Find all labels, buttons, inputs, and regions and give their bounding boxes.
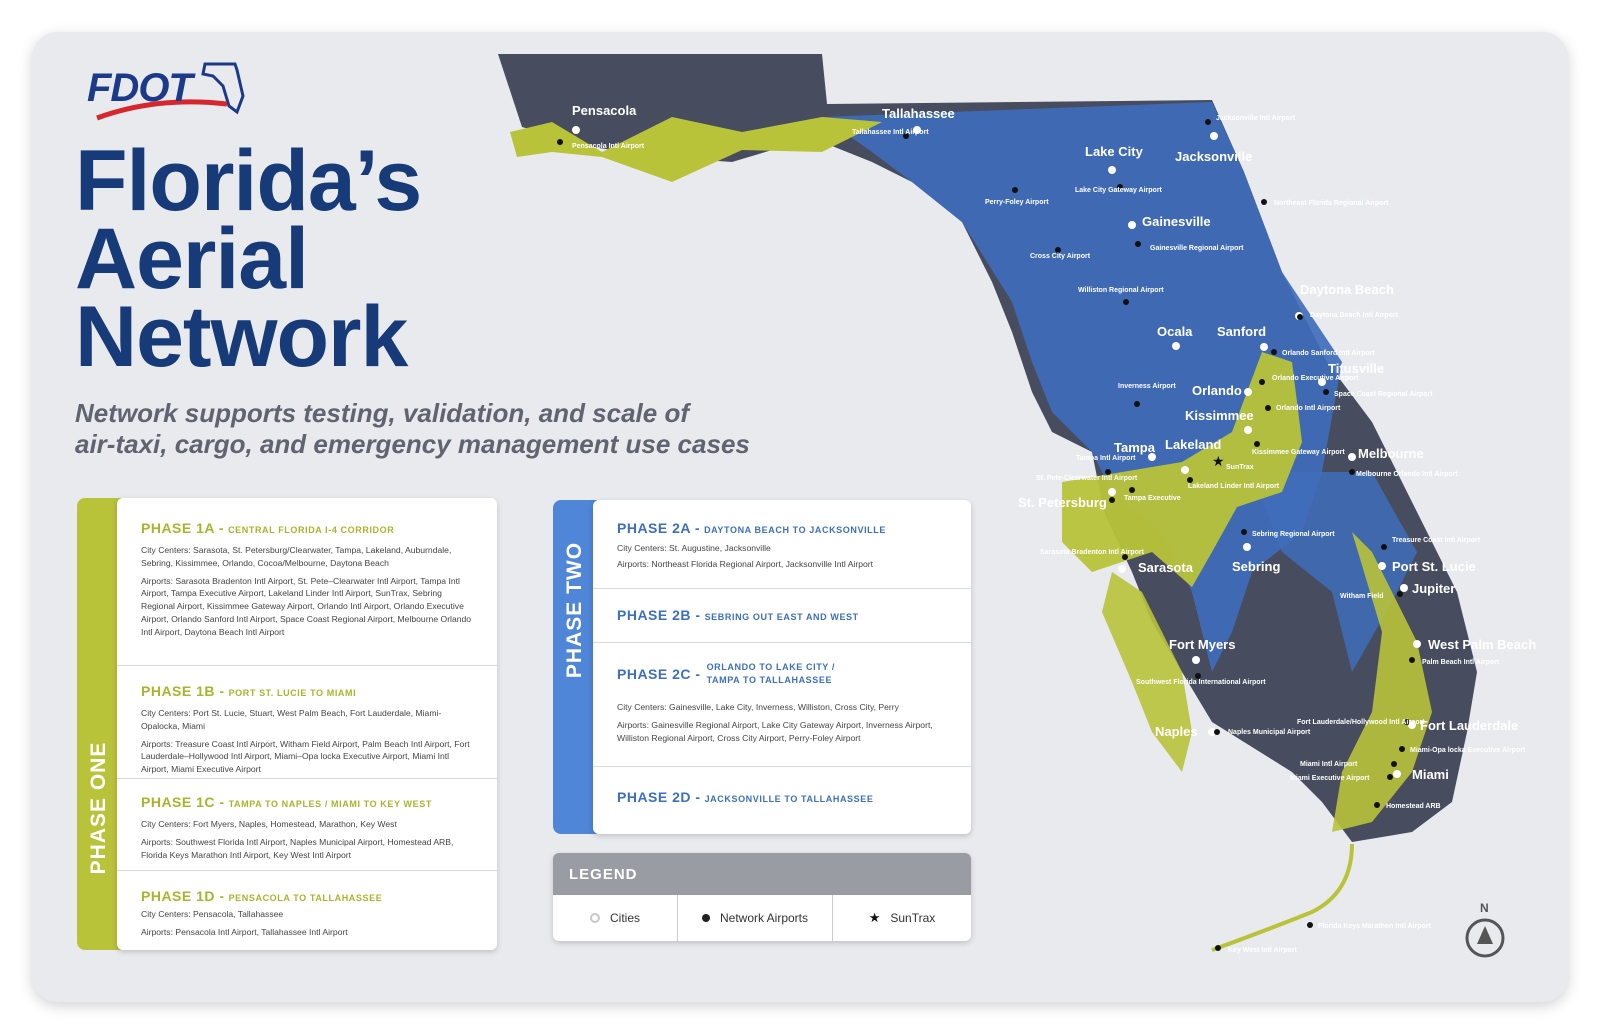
city-label-sanford: Sanford bbox=[1217, 324, 1267, 339]
city-dot-fort-myers bbox=[1192, 656, 1200, 664]
city-dot-miami bbox=[1393, 770, 1401, 778]
phase-1c-cities: City Centers: Fort Myers, Naples, Homestead, Marathon, Key West bbox=[141, 819, 397, 829]
city-dot-jacksonville bbox=[1210, 132, 1218, 140]
airport-label-st-pete: St. Pete-Clearwater Intl Airport bbox=[1036, 475, 1138, 482]
city-label-gainesville: Gainesville bbox=[1142, 214, 1211, 229]
airport-label-palm-beach: Palm Beach Intl Airport bbox=[1422, 659, 1500, 666]
airport-label-orlando-intl: Orlando Intl Airport bbox=[1276, 405, 1341, 412]
airport-dot-witham bbox=[1397, 591, 1403, 597]
phase-1b-cities: City Centers: Port St. Lucie, Stuart, West Palm Beach, Fort Lauderdale, Miami-Opalocka, Miami bbox=[141, 708, 442, 731]
airport-dot-jacksonville bbox=[1205, 119, 1211, 125]
phase-1d-code: PHASE 1D - bbox=[141, 888, 225, 904]
airport-dot-marathon bbox=[1307, 922, 1313, 928]
airport-dot-treasure-coast bbox=[1381, 544, 1387, 550]
phase-two-label: PHASE TWO bbox=[563, 541, 586, 679]
phase-2b-name: SEBRING OUT EAST AND WEST bbox=[704, 612, 859, 622]
city-label-ocala: Ocala bbox=[1157, 324, 1193, 339]
airport-label-naples: Naples Municipal Airport bbox=[1228, 729, 1311, 736]
airport-label-daytona: Daytona Beach Intl Airport bbox=[1310, 312, 1399, 319]
airport-label-pensacola: Pensacola Intl Airport bbox=[572, 143, 645, 150]
phase-1a-heading bbox=[141, 520, 477, 536]
phase-1c-heading bbox=[141, 794, 477, 810]
airport-dot-perry-foley bbox=[1012, 187, 1018, 193]
airport-label-marathon: Florida Keys Marathon Intl Airport bbox=[1318, 923, 1431, 930]
airport-label-northeast-florida: Northeast Florida Regional Airport bbox=[1274, 200, 1389, 207]
phase-1b-airports: Airports: Treasure Coast Intl Airport, Witham Field Airport, Palm Beach Intl Airport, Fort Lauderdale–Hollywood Intl Airport, Miami–Opa locka Executive Airport, Miami Intl Airport, Miami Executive Airport bbox=[141, 738, 470, 775]
city-label-port-st-lucie: Port St. Lucie bbox=[1392, 559, 1476, 574]
airport-label-williston: Williston Regional Airport bbox=[1078, 287, 1164, 294]
airport-dot-kissimmee bbox=[1254, 441, 1260, 447]
airport-dot-tampa-executive bbox=[1129, 487, 1135, 493]
phase-1c-code: PHASE 1C - bbox=[141, 794, 225, 810]
title-line-1: Florida’s bbox=[75, 133, 422, 229]
city-dot-ocala bbox=[1172, 342, 1180, 350]
airport-label-gainesville: Gainesville Regional Airport bbox=[1150, 245, 1244, 252]
airport-label-treasure-coast: Treasure Coast Intl Airport bbox=[1392, 537, 1481, 544]
airport-dot-homestead bbox=[1374, 802, 1380, 808]
city-label-fort-myers: Fort Myers bbox=[1169, 637, 1236, 652]
airport-label-key-west: Key West Intl Airport bbox=[1228, 947, 1297, 954]
airport-dot-gainesville bbox=[1135, 241, 1141, 247]
airport-label-cross-city: Cross City Airport bbox=[1030, 253, 1091, 260]
airport-dot-pensacola bbox=[557, 139, 563, 145]
phase-1c-airports: Airports: Southwest Florida Intl Airport, Naples Municipal Airport, Homestead ARB, Florida Keys Marathon Intl Airport, Key West Intl Airport bbox=[141, 836, 454, 860]
airport-dot-orlando-sanford bbox=[1271, 349, 1277, 355]
city-label-lake-city: Lake City bbox=[1085, 144, 1143, 159]
phase-1d-airports: Airports: Pensacola Intl Airport, Tallahassee Intl Airport bbox=[141, 926, 348, 937]
phase-1b-section bbox=[117, 665, 497, 776]
title-line-2: Aerial bbox=[75, 211, 309, 307]
city-label-sarasota: Sarasota bbox=[1138, 560, 1193, 575]
fdot-logo bbox=[87, 56, 247, 128]
suntrax-star-icon: ★ bbox=[1212, 453, 1225, 469]
phase-1a-code: PHASE 1A - bbox=[141, 520, 225, 536]
airport-dot-orlando-intl bbox=[1265, 405, 1271, 411]
city-dot-port-st-lucie bbox=[1378, 562, 1386, 570]
city-label-titusville: Titusville bbox=[1328, 361, 1385, 376]
phase-2c-name-2: TAMPA TO TALLAHASSEE bbox=[706, 675, 833, 685]
airport-label-inverness: Inverness Airport bbox=[1118, 383, 1176, 390]
airport-dot-northeast-florida bbox=[1261, 199, 1267, 205]
city-dot-sanford bbox=[1260, 343, 1268, 351]
city-label-pensacola: Pensacola bbox=[572, 103, 637, 118]
city-dot-jupiter bbox=[1400, 584, 1408, 592]
title-line-3: Network bbox=[75, 289, 408, 385]
airport-label-orlando-executive: Orlando Executive Airport bbox=[1272, 375, 1359, 382]
poster-card bbox=[32, 32, 1568, 1002]
airport-dot-daytona bbox=[1297, 314, 1303, 320]
airport-dot-opa-locka bbox=[1399, 746, 1405, 752]
phase-2a-airports: Airports: Northeast Florida Regional Airport, Jacksonville Intl Airport bbox=[617, 558, 874, 569]
airport-label-jacksonville: Jacksonville Intl Airport bbox=[1216, 115, 1296, 122]
airport-label-sebring: Sebring Regional Airport bbox=[1252, 531, 1335, 538]
airport-label-kissimmee: Kissimmee Gateway Airport bbox=[1252, 449, 1345, 456]
airport-label-southwest-florida: Southwest Florida International Airport bbox=[1136, 679, 1266, 686]
phase-2b-code: PHASE 2B - bbox=[617, 607, 701, 623]
phase-2c-cities: City Centers: Gainesville, Lake City, Inverness, Williston, Cross City, Perry bbox=[617, 702, 899, 712]
city-label-sebring: Sebring bbox=[1232, 559, 1281, 574]
subtitle-line-2: air-taxi, cargo, and emergency management use cases bbox=[75, 429, 750, 459]
florida-map bbox=[492, 32, 1568, 1002]
phase-1d-cities: City Centers: Pensacola, Tallahassee bbox=[141, 909, 284, 919]
city-label-lakeland: Lakeland bbox=[1165, 437, 1222, 452]
airport-dot-key-west bbox=[1215, 945, 1221, 951]
city-dot-orlando bbox=[1244, 388, 1252, 396]
phase-2d-code: PHASE 2D - bbox=[617, 789, 701, 805]
phase-2c-name: ORLANDO TO LAKE CITY / bbox=[706, 662, 835, 672]
airport-label-space-coast: Space Coast Regional Airport bbox=[1334, 391, 1433, 398]
airport-label-tampa-executive: Tampa Executive bbox=[1124, 495, 1181, 502]
city-dot-st-petersburg bbox=[1108, 488, 1116, 496]
city-label-melbourne: Melbourne bbox=[1358, 446, 1424, 461]
phase-2a-name: DAYTONA BEACH TO JACKSONVILLE bbox=[704, 525, 886, 535]
airport-dot-miami-executive bbox=[1387, 774, 1393, 780]
airport-label-melbourne: Melbourne Orlando Intl Airport bbox=[1356, 471, 1458, 478]
airport-dot-sebring bbox=[1241, 529, 1247, 535]
phase-1a-airports: Airports: Sarasota Bradenton Intl Airport, St. Pete–Clearwater Intl Airport, Tampa Intl Airport, Tampa Executive Airport, Lakeland Linder Intl Airport, SunTrax, Sebring Regional Airport, Kissimmee Gateway Airport, Orlando Intl Airport, Orlando Executive Airport, Orlando Sanford Intl Airport, Space Coast Regional Airport, Melbourne Orlando Intl Airport, Daytona Beach Intl Airport bbox=[141, 575, 472, 637]
city-label-jacksonville: Jacksonville bbox=[1175, 149, 1253, 164]
city-label-tampa: Tampa bbox=[1114, 440, 1155, 455]
city-label-naples: Naples bbox=[1155, 724, 1198, 739]
compass-north-label: N bbox=[1480, 901, 1489, 915]
airport-label-tampa: Tampa Intl Airport bbox=[1076, 455, 1136, 462]
legend-cities-label: Cities bbox=[609, 911, 640, 925]
phase-one-bar bbox=[77, 498, 121, 950]
florida-keys bbox=[1212, 844, 1352, 950]
city-dot-sebring bbox=[1243, 543, 1251, 551]
phase-1a-cities: City Centers: Sarasota, St. Petersburg/Clearwater, Tampa, Lakeland, Auburndale, Sebring, Kissimmee, Orlando, Cocoa/Melbourne, Daytona Beach bbox=[141, 545, 452, 568]
phase-1a-name: CENTRAL FLORIDA I-4 CORRIDOR bbox=[228, 525, 395, 535]
airport-label-sarasota: Sarasota Bradenton Intl Airport bbox=[1040, 549, 1144, 556]
airport-label-fort-lauderdale: Fort Lauderdale/Hollywood Intl Airport bbox=[1297, 719, 1425, 726]
phase-1c-name: TAMPA TO NAPLES / MIAMI TO KEY WEST bbox=[228, 799, 432, 809]
airport-label-opa-locka: Miami-Opa locka Executive Airport bbox=[1410, 747, 1526, 754]
city-dot-lake-city bbox=[1108, 166, 1116, 174]
airport-dot-inverness bbox=[1134, 401, 1140, 407]
airport-label-tallahassee: Tallahassee Intl Airport bbox=[852, 129, 929, 136]
legend-title: LEGEND bbox=[553, 853, 971, 895]
airport-dot-melbourne bbox=[1349, 469, 1355, 475]
phase-one-panel bbox=[77, 498, 497, 950]
phase-2a-code: PHASE 2A - bbox=[617, 520, 701, 536]
phase-2d-name: JACKSONVILLE TO TALLAHASSEE bbox=[704, 794, 874, 804]
city-label-jupiter: Jupiter bbox=[1412, 581, 1456, 596]
phase-1d-name: PENSACOLA TO TALLAHASSEE bbox=[228, 893, 383, 903]
airport-dot-orlando-executive bbox=[1259, 379, 1265, 385]
star-icon: ★ bbox=[868, 910, 881, 925]
airport-label-perry-foley: Perry-Foley Airport bbox=[985, 199, 1049, 206]
airport-label-lakeland-linder: Lakeland Linder Intl Airport bbox=[1188, 483, 1280, 490]
city-label-miami: Miami bbox=[1412, 767, 1449, 782]
airport-label-lake-city: Lake City Gateway Airport bbox=[1075, 187, 1162, 194]
city-dot-lakeland bbox=[1181, 466, 1189, 474]
logo-text: FDOT bbox=[87, 66, 192, 110]
airport-label-witham: Witham Field bbox=[1340, 593, 1384, 600]
airport-dot-palm-beach bbox=[1409, 657, 1415, 663]
city-label-west-palm-beach: West Palm Beach bbox=[1428, 637, 1537, 652]
airport-label-miami-intl: Miami Intl Airport bbox=[1300, 761, 1358, 768]
airport-dot-williston bbox=[1123, 299, 1129, 305]
airport-dot-miami-intl bbox=[1391, 761, 1397, 767]
subtitle-line-1: Network supports testing, validation, and scale of bbox=[75, 398, 689, 428]
airport-label-orlando-sanford: Orlando Sanford Intl Airport bbox=[1282, 350, 1375, 357]
phase-1b-name: PORT ST. LUCIE TO MIAMI bbox=[228, 688, 357, 698]
airport-dot-naples bbox=[1214, 729, 1220, 735]
city-dot-pensacola bbox=[572, 126, 580, 134]
city-label-tallahassee: Tallahassee bbox=[882, 106, 955, 121]
legend-suntrax-label: SunTrax bbox=[890, 911, 936, 925]
city-dot-kissimmee bbox=[1244, 426, 1252, 434]
city-label-st-petersburg: St. Petersburg bbox=[1018, 495, 1107, 510]
city-dot-gainesville bbox=[1128, 221, 1136, 229]
city-dot-sarasota bbox=[1118, 565, 1126, 573]
phase-1b-heading bbox=[141, 683, 477, 699]
phase-1c-section bbox=[117, 778, 497, 861]
airport-dot-space-coast bbox=[1323, 389, 1329, 395]
phase-one-body bbox=[117, 498, 497, 950]
phase-1d-heading bbox=[141, 888, 477, 904]
phase-2c-code: PHASE 2C - bbox=[617, 666, 701, 682]
city-dot-melbourne bbox=[1348, 453, 1356, 461]
legend-airports-label: Network Airports bbox=[719, 911, 809, 925]
phase-1d-section bbox=[117, 870, 497, 939]
city-label-fort-lauderdale: Fort Lauderdale bbox=[1420, 718, 1519, 733]
airport-label-homestead: Homestead ARB bbox=[1386, 803, 1441, 810]
city-label-daytona-beach: Daytona Beach bbox=[1300, 282, 1394, 297]
airport-label-miami-executive: Miami Executive Airport bbox=[1290, 775, 1370, 782]
phase-1b-code: PHASE 1B - bbox=[141, 683, 225, 699]
compass-icon bbox=[1460, 900, 1510, 970]
city-label-orlando: Orlando bbox=[1192, 383, 1242, 398]
phase-2a-cities: City Centers: St. Augustine, Jacksonville bbox=[617, 543, 771, 553]
airport-label-suntrax: SunTrax bbox=[1226, 464, 1254, 471]
city-dot-west-palm-beach bbox=[1413, 640, 1421, 648]
city-label-kissimmee: Kissimmee bbox=[1185, 408, 1254, 423]
phase-2c-airports: Airports: Gainesville Regional Airport, Lake City Gateway Airport, Inverness Airport, Williston Regional Airport, Cross City Airport, Perry-Foley Airport bbox=[617, 719, 933, 743]
airport-dot-st-pete-clearwater bbox=[1109, 497, 1115, 503]
phase-one-label: PHASE ONE bbox=[87, 741, 110, 875]
phase-1a-section bbox=[117, 520, 497, 639]
